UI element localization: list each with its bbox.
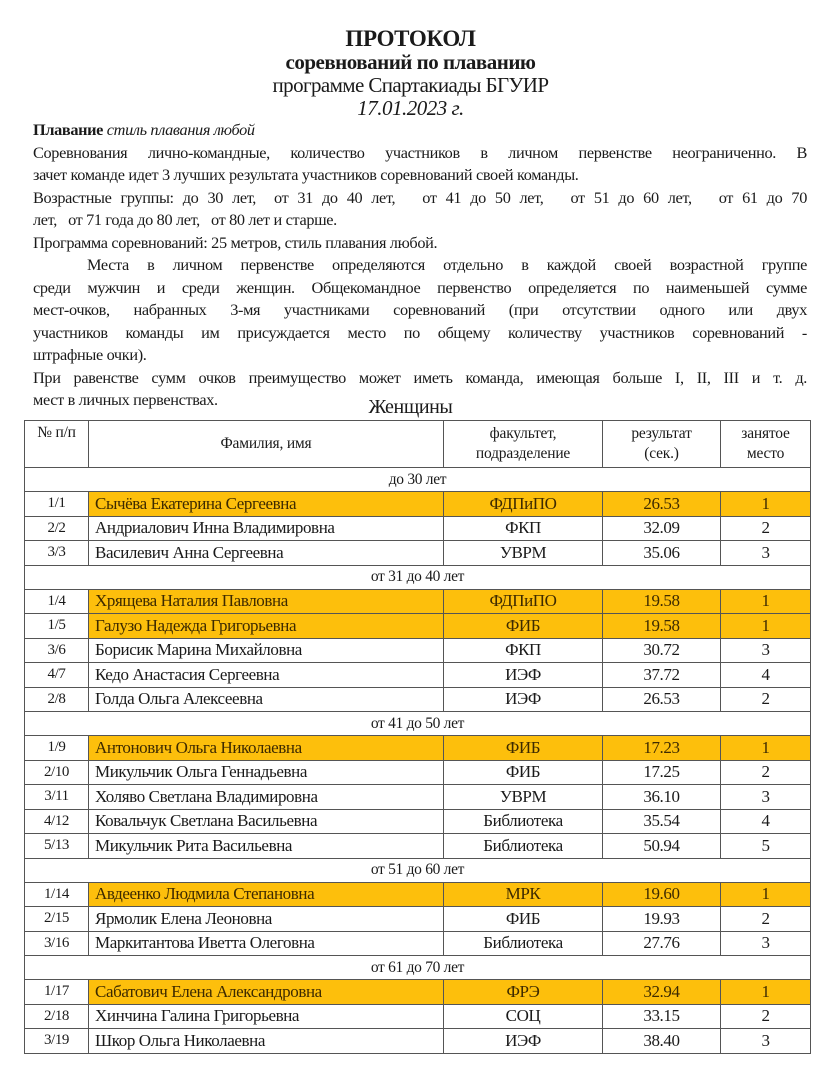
row-number-cell: 1/4 — [25, 589, 89, 614]
age-group-row — [25, 712, 811, 736]
faculty-cell: ФДПиПО — [444, 492, 603, 517]
results-table-body — [25, 468, 811, 1054]
age-group-row — [25, 956, 811, 980]
place-cell: 4 — [721, 663, 811, 688]
row-number-cell: 2/10 — [25, 760, 89, 785]
table-row — [25, 492, 811, 517]
participant-name-cell: Кедо Анастасия Сергеевна — [89, 663, 444, 688]
row-number-cell: 1/17 — [25, 980, 89, 1005]
result-seconds-cell: 19.58 — [603, 589, 721, 614]
faculty-cell: УВРМ — [444, 541, 603, 566]
participant-name-cell: Андриалович Инна Владимировна — [89, 516, 444, 541]
faculty-cell: МРК — [444, 882, 603, 907]
column-header-result-l2: (сек.) — [644, 445, 679, 462]
row-number-cell: 2/18 — [25, 1004, 89, 1029]
row-number-cell: 1/5 — [25, 614, 89, 639]
participant-name-cell: Микульчик Рита Васильевна — [89, 834, 444, 859]
table-row — [25, 541, 811, 566]
participant-name-cell: Авдеенко Людмила Степановна — [89, 882, 444, 907]
participant-name-cell: Маркитантова Иветта Олеговна — [89, 931, 444, 956]
faculty-cell: ФИБ — [444, 736, 603, 761]
age-group-label: от 61 до 70 лет — [25, 956, 811, 980]
faculty-cell: ФИБ — [444, 614, 603, 639]
row-number-cell: 3/19 — [25, 1029, 89, 1054]
row-number-cell: 3/16 — [25, 931, 89, 956]
place-cell: 3 — [721, 785, 811, 810]
column-header-place-l1: занятое — [741, 425, 790, 442]
place-cell: 3 — [721, 1029, 811, 1054]
faculty-cell: ФДПиПО — [444, 589, 603, 614]
column-header-faculty — [444, 421, 603, 468]
table-row — [25, 760, 811, 785]
results-table — [24, 420, 811, 1054]
faculty-cell: ФИБ — [444, 907, 603, 932]
result-seconds-cell: 32.94 — [603, 980, 721, 1005]
age-groups-line: Возрастные группы: до 30 лет, от 31 до 40 лет, от 41 до 50 лет, от 51 до 60 лет, от 61 до 70 — [33, 187, 807, 207]
column-header-place — [721, 421, 811, 468]
result-seconds-cell: 26.53 — [603, 492, 721, 517]
table-row — [25, 785, 811, 810]
participant-name-cell: Голда Ольга Алексеевна — [89, 687, 444, 712]
row-number-cell: 1/9 — [25, 736, 89, 761]
place-cell: 2 — [721, 760, 811, 785]
place-cell: 2 — [721, 1004, 811, 1029]
faculty-cell: ФИБ — [444, 760, 603, 785]
place-cell: 1 — [721, 736, 811, 761]
row-number-cell: 3/3 — [25, 541, 89, 566]
faculty-cell: ФКП — [444, 516, 603, 541]
table-header-row — [25, 421, 811, 468]
discipline-style: стиль плавания любой — [106, 120, 255, 139]
placement-paragraph-line: среди мужчин и среди женщин. Общекомандное первенство определяется по наименьшей сумме — [33, 277, 807, 297]
result-seconds-cell: 35.54 — [603, 809, 721, 834]
row-number-cell: 4/7 — [25, 663, 89, 688]
result-seconds-cell: 19.93 — [603, 907, 721, 932]
faculty-cell: Библиотека — [444, 809, 603, 834]
result-seconds-cell: 19.58 — [603, 614, 721, 639]
result-seconds-cell: 27.76 — [603, 931, 721, 956]
age-group-label: до 30 лет — [25, 468, 811, 492]
discipline-line — [33, 119, 807, 142]
row-number-cell: 2/15 — [25, 907, 89, 932]
participant-name-cell: Антонович Ольга Николаевна — [89, 736, 444, 761]
table-row — [25, 589, 811, 614]
place-cell: 1 — [721, 492, 811, 517]
place-cell: 3 — [721, 541, 811, 566]
age-group-row — [25, 858, 811, 882]
table-row — [25, 614, 811, 639]
faculty-cell: Библиотека — [444, 931, 603, 956]
program-line: Программа соревнований: 25 метров, стиль плавания любой. — [33, 232, 438, 252]
age-group-label: от 31 до 40 лет — [25, 565, 811, 589]
result-seconds-cell: 30.72 — [603, 638, 721, 663]
result-seconds-cell: 32.09 — [603, 516, 721, 541]
result-seconds-cell: 38.40 — [603, 1029, 721, 1054]
participant-name-cell: Микульчик Ольга Геннадьевна — [89, 760, 444, 785]
table-row — [25, 980, 811, 1005]
tiebreak-paragraph-line: При равенстве сумм очков преимущество может иметь команда, имеющая больше I, II, III и т. д. — [33, 367, 807, 387]
row-number-cell: 4/12 — [25, 809, 89, 834]
place-cell: 1 — [721, 614, 811, 639]
row-number-cell: 1/1 — [25, 492, 89, 517]
result-seconds-cell: 17.23 — [603, 736, 721, 761]
result-seconds-cell: 37.72 — [603, 663, 721, 688]
row-number-cell: 3/6 — [25, 638, 89, 663]
row-number-cell: 3/11 — [25, 785, 89, 810]
table-row — [25, 907, 811, 932]
participant-name-cell: Холяво Светлана Владимировна — [89, 785, 444, 810]
table-row — [25, 882, 811, 907]
participant-name-cell: Шкор Ольга Николаевна — [89, 1029, 444, 1054]
table-row — [25, 516, 811, 541]
place-cell: 3 — [721, 638, 811, 663]
result-seconds-cell: 35.06 — [603, 541, 721, 566]
result-seconds-cell: 36.10 — [603, 785, 721, 810]
column-header-result — [603, 421, 721, 468]
place-cell: 2 — [721, 516, 811, 541]
age-group-label: от 41 до 50 лет — [25, 712, 811, 736]
place-cell: 3 — [721, 931, 811, 956]
participant-name-cell: Василевич Анна Сергеевна — [89, 541, 444, 566]
faculty-cell: ИЭФ — [444, 687, 603, 712]
column-header-faculty-l2: подразделение — [475, 445, 571, 462]
age-group-row — [25, 565, 811, 589]
place-cell: 5 — [721, 834, 811, 859]
faculty-cell: СОЦ — [444, 1004, 603, 1029]
age-groups-line: лет, от 71 года до 80 лет, от 80 лет и старше. — [33, 210, 337, 229]
participant-name-cell: Ковальчук Светлана Васильевна — [89, 809, 444, 834]
result-seconds-cell: 50.94 — [603, 834, 721, 859]
result-seconds-cell: 26.53 — [603, 687, 721, 712]
faculty-cell: ИЭФ — [444, 663, 603, 688]
discipline-label: Плавание — [33, 120, 104, 139]
place-cell: 2 — [721, 687, 811, 712]
column-header-result-l1: результат — [631, 425, 692, 442]
participant-name-cell: Сычёва Екатерина Сергеевна — [89, 492, 444, 517]
placement-paragraph-line: мест-очков, набранных 3-мя участниками соревнований (при отсутствии одного или двух — [33, 300, 807, 319]
rules-paragraph-line: зачет команде идет 3 лучших результата участников соревнований своей команды. — [33, 165, 579, 184]
column-header-place-l2: место — [746, 445, 785, 462]
faculty-cell: ФКП — [444, 638, 603, 663]
placement-paragraph-line: штрафные очки). — [33, 345, 147, 364]
document-program: программе Спартакиады БГУИР — [272, 73, 549, 97]
result-seconds-cell: 33.15 — [603, 1004, 721, 1029]
result-seconds-cell: 19.60 — [603, 882, 721, 907]
row-number-cell: 5/13 — [25, 834, 89, 859]
table-row — [25, 663, 811, 688]
row-number-cell: 1/14 — [25, 882, 89, 907]
faculty-cell: ИЭФ — [444, 1029, 603, 1054]
document-date: 17.01.2023 г. — [357, 96, 464, 120]
table-row — [25, 809, 811, 834]
participant-name-cell: Хрящева Наталия Павловна — [89, 589, 444, 614]
placement-paragraph-line: участников команды им присуждается место по общему количеству участников соревнований - — [33, 322, 807, 342]
table-row — [25, 638, 811, 663]
participant-name-cell: Сабатович Елена Александровна — [89, 980, 444, 1005]
age-group-label: от 51 до 60 лет — [25, 858, 811, 882]
place-cell: 1 — [721, 882, 811, 907]
table-row — [25, 931, 811, 956]
row-number-cell: 2/8 — [25, 687, 89, 712]
placement-paragraph-line: Места в личном первенстве определяются отдельно в каждой своей возрастной группе — [87, 255, 807, 274]
rules-paragraph-line: Соревнования лично-командные, количество участников в личном первенстве неограниченно. В — [33, 142, 807, 162]
table-row — [25, 1004, 811, 1029]
column-header-faculty-l1: факультет, — [489, 425, 557, 442]
table-row — [25, 736, 811, 761]
column-header-name: Фамилия, имя — [89, 421, 444, 468]
faculty-cell: УВРМ — [444, 785, 603, 810]
place-cell: 4 — [721, 809, 811, 834]
document-subtitle: соревнований по плаванию — [285, 50, 536, 74]
participant-name-cell: Галузо Надежда Григорьевна — [89, 614, 444, 639]
participant-name-cell: Хинчина Галина Григорьевна — [89, 1004, 444, 1029]
table-row — [25, 687, 811, 712]
participant-name-cell: Борисик Марина Михайловна — [89, 638, 444, 663]
result-seconds-cell: 17.25 — [603, 760, 721, 785]
age-group-row — [25, 468, 811, 492]
table-row — [25, 834, 811, 859]
intro-text — [33, 119, 807, 412]
place-cell: 2 — [721, 907, 811, 932]
tiebreak-paragraph-line: мест в личных первенствах. — [33, 390, 218, 409]
document-title: ПРОТОКОЛ — [345, 26, 476, 51]
section-title-women: Женщины — [368, 396, 453, 418]
faculty-cell: ФРЭ — [444, 980, 603, 1005]
faculty-cell: Библиотека — [444, 834, 603, 859]
participant-name-cell: Ярмолик Елена Леоновна — [89, 907, 444, 932]
row-number-cell: 2/2 — [25, 516, 89, 541]
table-row — [25, 1029, 811, 1054]
column-header-num: № п/п — [25, 421, 89, 468]
place-cell: 1 — [721, 980, 811, 1005]
place-cell: 1 — [721, 589, 811, 614]
